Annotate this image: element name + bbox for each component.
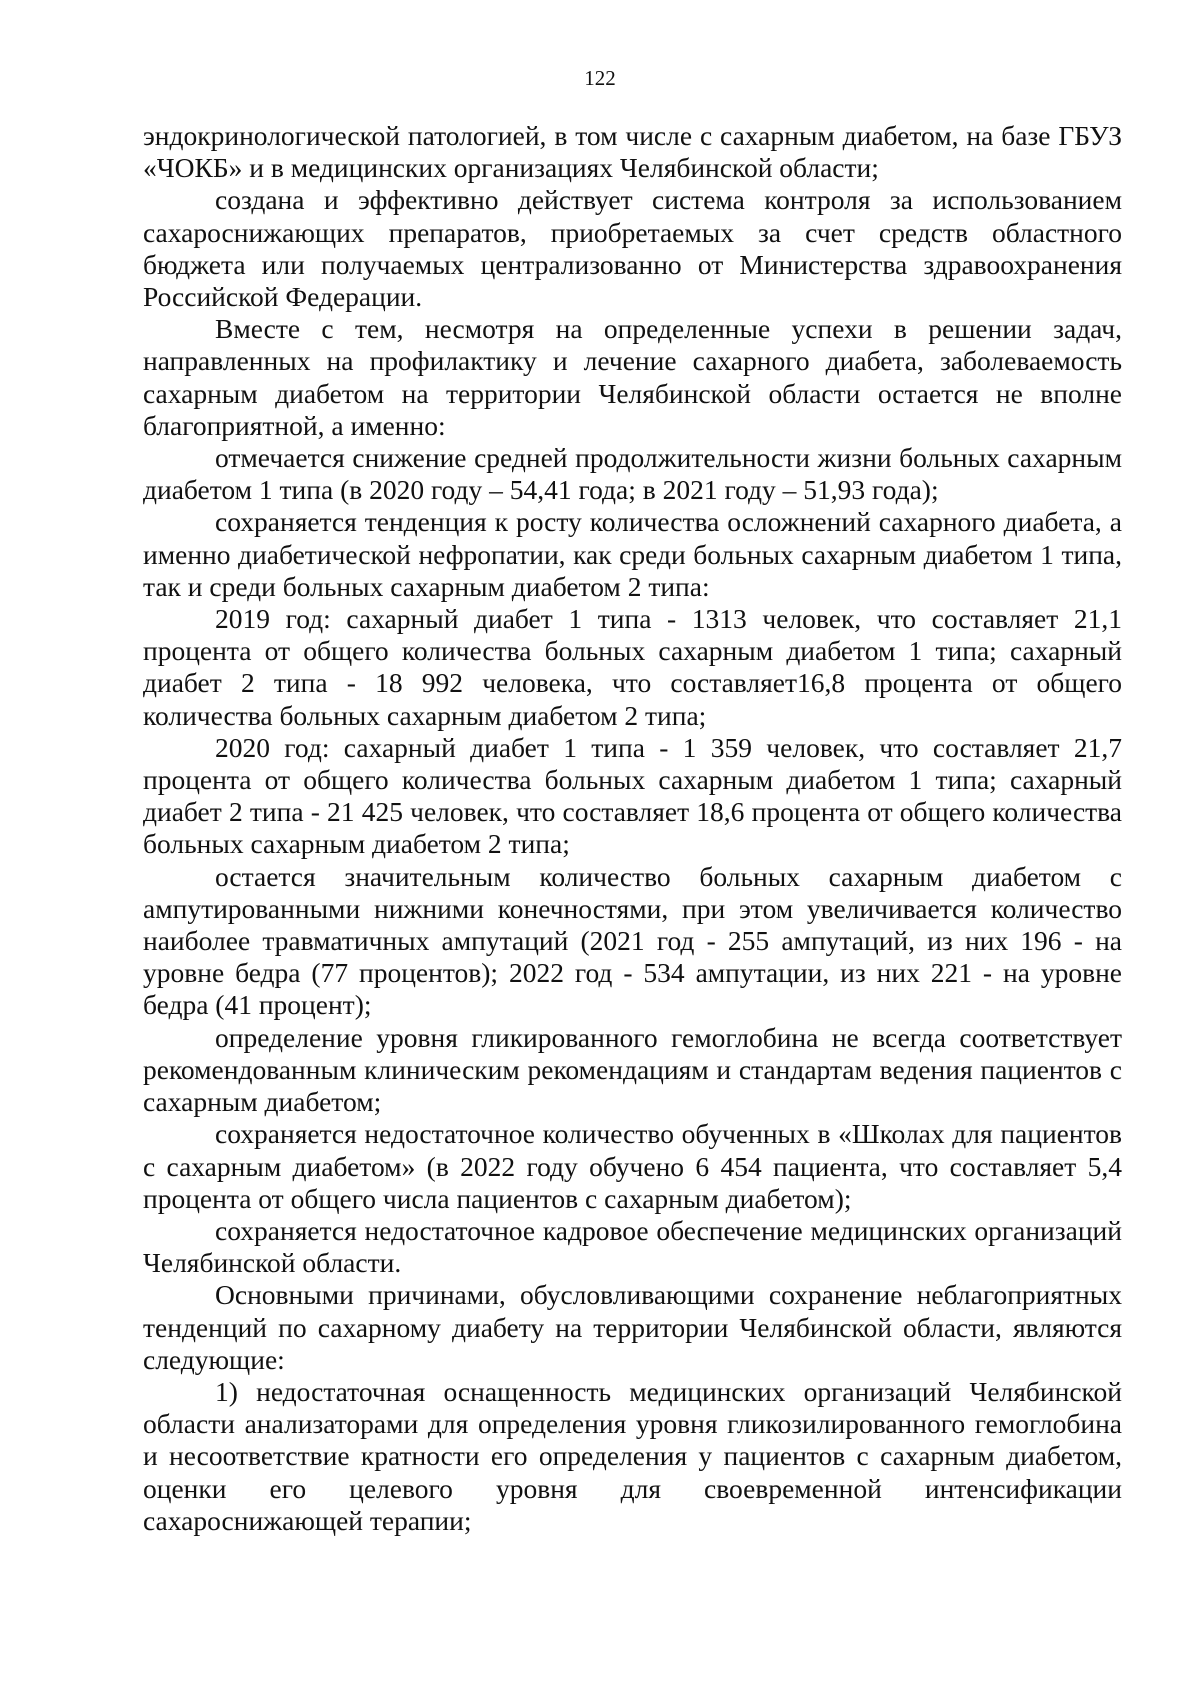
- paragraph-control-system: создана и эффективно действует система контроля за использованием сахароснижающих препаратов, приобретаемых за счет средств областного бюджета или получаемых централизованно от Министерства здравоохранения Российской Федерации.: [143, 184, 1122, 313]
- paragraph-amputations: остается значительным количество больных сахарным диабетом с ампутированными нижними конечностями, при этом увеличивается количество наиболее травматичных ампутаций (2021 год - 255 ампутаций, из них 196 - на уровне бедра (77 процентов); 2022 год - 534 ампутации, из них 221 - на уровне бедра (41 процент);: [143, 860, 1122, 1021]
- paragraph-main-causes: Основными причинами, обусловливающими сохранение неблагоприятных тенденций по сахарному диабету на территории Челябинской области, являются следующие:: [143, 1279, 1122, 1375]
- page-number: 122: [584, 66, 616, 90]
- paragraph-continuation: эндокринологической патологией, в том числе с сахарным диабетом, на базе ГБУЗ «ЧОКБ» и в медицинских организациях Челябинской области;: [143, 120, 1122, 184]
- paragraph-glycated-hemoglobin: определение уровня гликированного гемоглобина не всегда соответствует рекомендованным клиническим рекомендациям и стандартам ведения пациентов с сахарным диабетом;: [143, 1021, 1122, 1118]
- document-body: [143, 120, 1122, 1537]
- paragraph-patient-schools: сохраняется недостаточное количество обученных в «Школах для пациентов с сахарным диабетом» (в 2022 году обучено 6 454 пациента, что составляет 5,4 процента от общего числа пациентов с сахарным диабетом);: [143, 1118, 1122, 1214]
- paragraph-cause-1: 1) недостаточная оснащенность медицинских организаций Челябинской области анализаторами для определения уровня гликозилированного гемоглобина и несоответствие кратности его определения у пациентов с сахарным диабетом, оценки его целевого уровня для своевременной интенсификации сахароснижающей терапии;: [143, 1375, 1122, 1536]
- paragraph-staffing: сохраняется недостаточное кадровое обеспечение медицинских организаций Челябинской области.: [143, 1214, 1122, 1279]
- paragraph-2019-stats: 2019 год: сахарный диабет 1 типа - 1313 человек, что составляет 21,1 процента от общего количества больных сахарным диабетом 1 типа; сахарный диабет 2 типа - 18 992 человека, что составляет16,8 процента от общего количества больных сахарным диабетом 2 типа;: [143, 603, 1122, 731]
- paragraph-unfavorable-situation: Вместе с тем, несмотря на определенные успехи в решении задач, направленных на профилактику и лечение сахарного диабета, заболеваемость сахарным диабетом на территории Челябинской области остается не вполне благоприятной, а именно:: [143, 313, 1122, 441]
- paragraph-life-expectancy: отмечается снижение средней продолжительности жизни больных сахарным диабетом 1 типа (в 2020 году – 54,41 года; в 2021 году – 51,93 года);: [143, 442, 1122, 506]
- paragraph-complications-trend: сохраняется тенденция к росту количества осложнений сахарного диабета, а именно диабетической нефропатии, как среди больных сахарным диабетом 1 типа, так и среди больных сахарным диабетом 2 типа:: [143, 506, 1122, 602]
- paragraph-2020-stats: 2020 год: сахарный диабет 1 типа - 1 359 человек, что составляет 21,7 процента от общего количества больных сахарным диабетом 1 типа; сахарный диабет 2 типа - 21 425 человек, что составляет 18,6 процента от общего количества больных сахарным диабетом 2 типа;: [143, 731, 1122, 860]
